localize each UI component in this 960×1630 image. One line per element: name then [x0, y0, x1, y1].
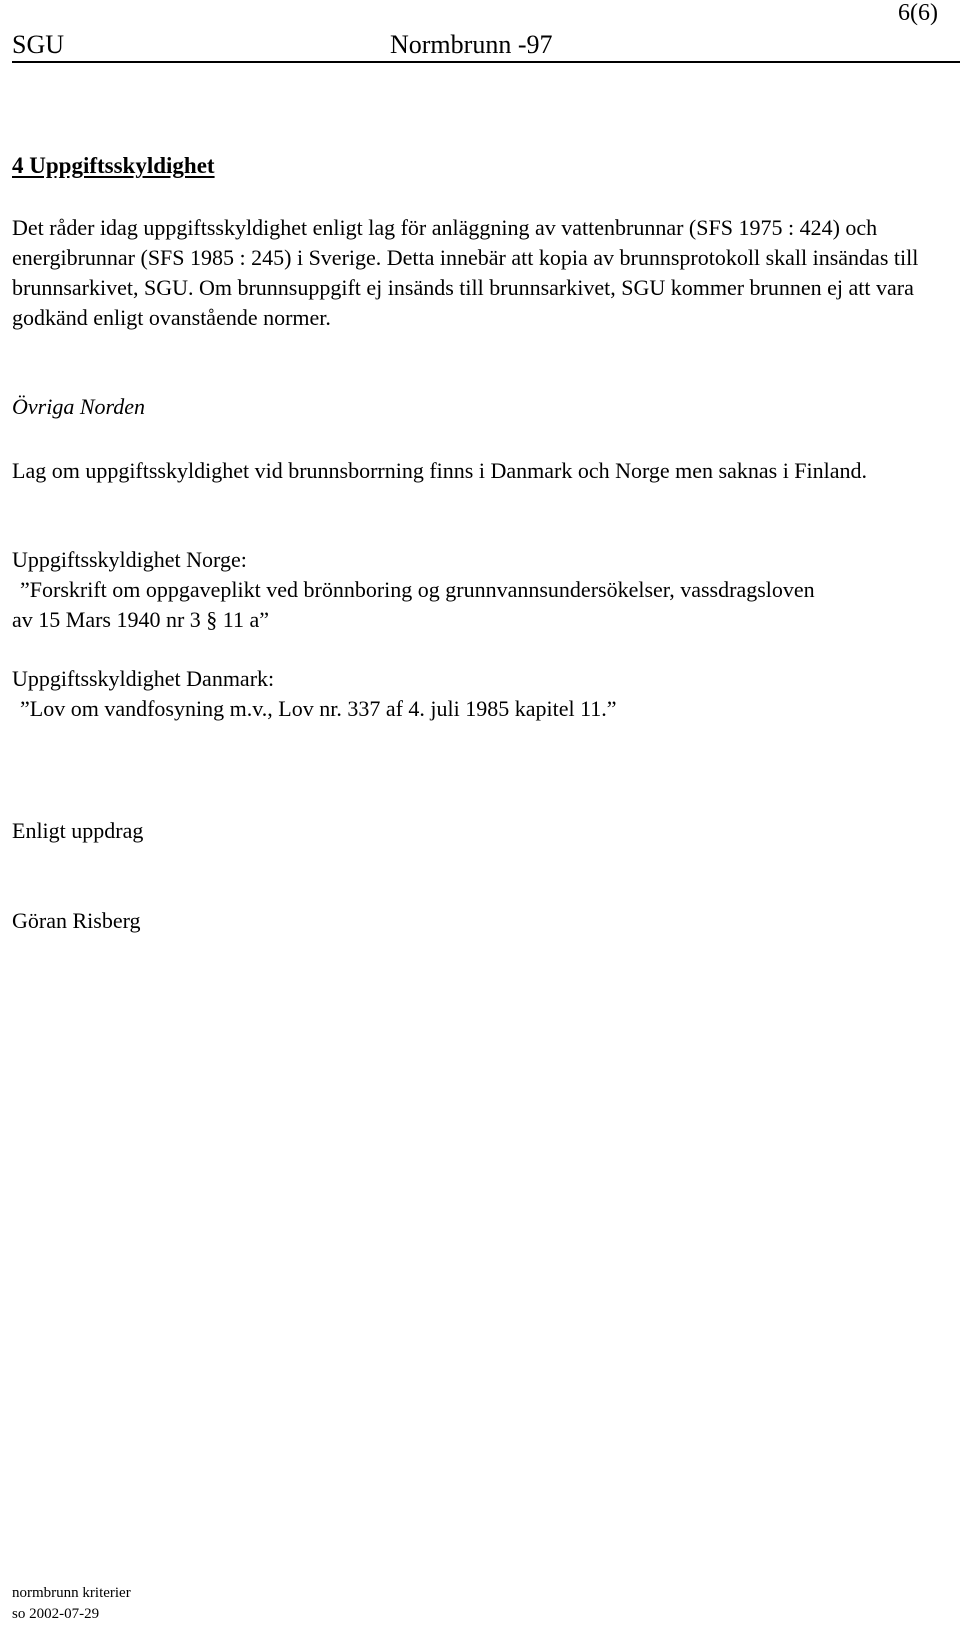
norway-label: Uppgiftsskyldighet Norge:: [12, 547, 247, 572]
section-paragraph: Det råder idag uppgiftsskyldighet enligt lag för anläggning av vattenbrunnar (SFS 1975 : 424) och energibrunnar (SFS 1985 : 245) i Sverige. Detta innebär att kopia av brunnsprotokoll skall insändas till brunnsarkivet, SGU. Om brunnsuppgift ej insänds till brunnsarkivet, SGU kommer brunnen ej att vara godkänd enligt ovanstående normer.: [12, 215, 919, 330]
norway-reference-line2: av 15 Mars 1940 nr 3 § 11 a”: [12, 607, 270, 632]
header-divider: [12, 61, 960, 63]
page-number: 6(6): [898, 0, 938, 26]
norway-reference-line1: ”Forskrift om oppgaveplikt ved brönnboring og grunnvannsundersökelser, vassdragsloven: [20, 577, 815, 602]
closing-text: Enligt uppdrag: [12, 818, 144, 843]
header-document-title: Normbrunn -97: [390, 30, 553, 59]
nordic-paragraph: Lag om uppgiftsskyldighet vid brunnsborrning finns i Danmark och Norge men saknas i Finland.: [12, 458, 868, 483]
denmark-reference: ”Lov om vandfosyning m.v., Lov nr. 337 af 4. juli 1985 kapitel 11.”: [20, 696, 617, 721]
footer-line1: normbrunn kriterier: [12, 1585, 131, 1601]
header-organization: SGU: [12, 30, 65, 59]
nordic-subheading: Övriga Norden: [12, 394, 146, 419]
footer-line2: so 2002-07-29: [12, 1606, 100, 1622]
denmark-label: Uppgiftsskyldighet Danmark:: [12, 666, 275, 691]
signatory-name: Göran Risberg: [12, 908, 141, 933]
section-heading: 4 Uppgiftsskyldighet: [12, 153, 215, 178]
